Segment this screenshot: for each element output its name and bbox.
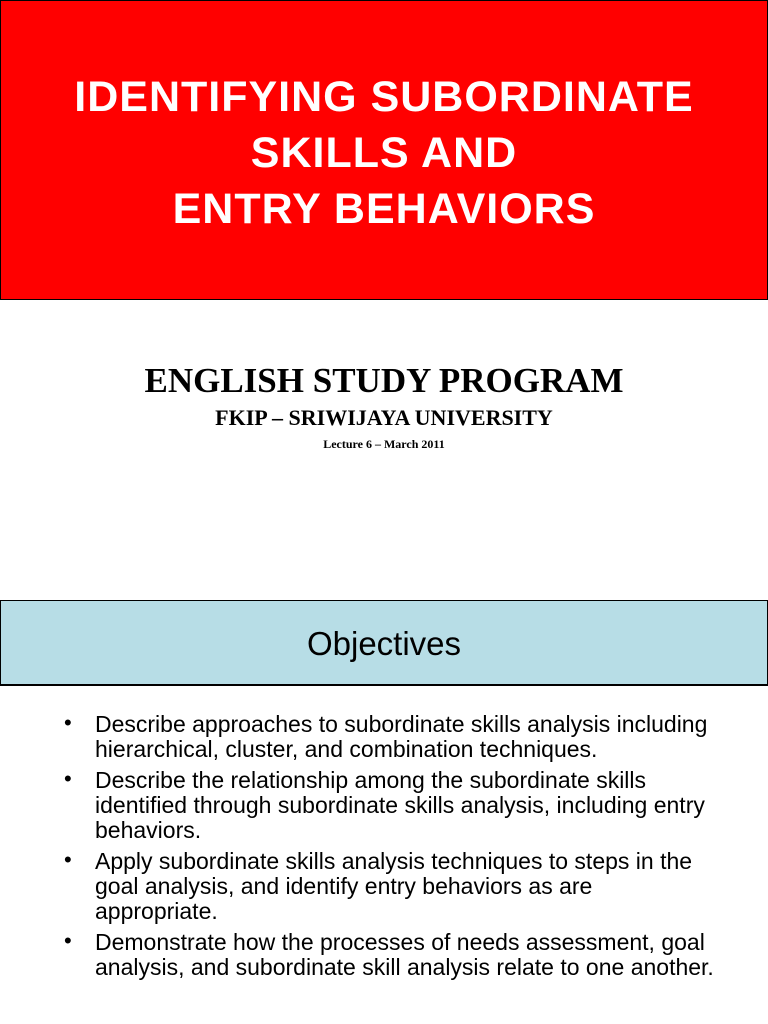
bullet-icon: •	[64, 928, 72, 953]
objective-item	[60, 849, 720, 924]
objective-item	[60, 768, 720, 843]
objective-item	[60, 712, 720, 762]
objectives-list	[60, 712, 720, 986]
slide-title-line-3: ENTRY BEHAVIORS	[172, 185, 596, 233]
objective-text: Describe the relationship among the subordinate skills identified through subordinate skills analysis, including entry behaviors.	[95, 767, 705, 843]
lecture-date: Lecture 6 – March 2011	[323, 437, 445, 451]
objective-text: Apply subordinate skills analysis techniques to steps in the goal analysis, and identify entry behaviors as are appropriate.	[95, 848, 693, 924]
bullet-icon: •	[64, 710, 72, 735]
slide-title-line-1: IDENTIFYING SUBORDINATE	[74, 73, 694, 121]
objectives-heading: Objectives	[306, 625, 462, 662]
objective-text: Describe approaches to subordinate skills analysis including hierarchical, cluster, and combination techniques.	[95, 711, 708, 762]
program-name: ENGLISH STUDY PROGRAM	[144, 361, 624, 400]
bullet-icon: •	[64, 847, 72, 872]
institution-name: FKIP – SRIWIJAYA UNIVERSITY	[215, 405, 553, 430]
objective-item	[60, 930, 720, 980]
objectives-slide	[0, 556, 768, 1024]
objective-text: Demonstrate how the processes of needs assessment, goal analysis, and subordinate skill analysis relate to one another.	[95, 929, 714, 980]
slide-title-line-2: SKILLS AND	[250, 129, 518, 177]
bullet-icon: •	[64, 766, 72, 791]
